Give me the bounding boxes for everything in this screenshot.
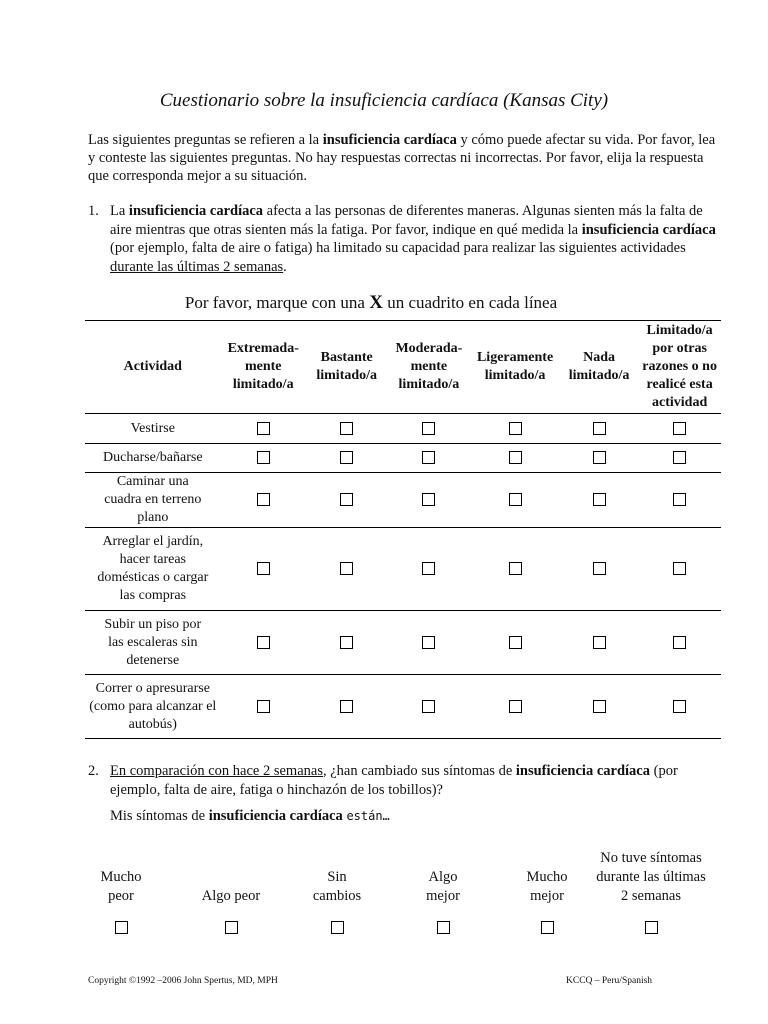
question-2-text	[110, 762, 718, 799]
checkbox[interactable]	[422, 422, 435, 435]
checkbox[interactable]	[593, 493, 606, 506]
table-row	[85, 675, 721, 739]
intro-text-1: Las siguientes preguntas se refieren a la	[88, 132, 323, 148]
table-instruction	[0, 292, 742, 314]
intro-text-2: y cómo puede afectar su vida. Por favor, lea y conteste las siguientes preguntas. No hay respuestas correctas ni incorrectas. Por favor, elija la respuesta que corresponda mejor a su situación.	[88, 132, 716, 184]
checkbox[interactable]	[340, 700, 353, 713]
instruction-post: un cuadrito en cada línea	[382, 293, 558, 312]
activity-label: Correr o apresurarse (como para alcanzar el autobús)	[85, 675, 221, 739]
checkbox[interactable]	[340, 422, 353, 435]
instruction-x: X	[369, 292, 383, 313]
checkbox[interactable]	[509, 493, 522, 506]
q2-underline: En comparación con hace 2 semanas	[110, 763, 323, 779]
checkbox[interactable]	[115, 921, 128, 934]
checkbox[interactable]	[673, 700, 686, 713]
table-row	[85, 414, 721, 444]
q1-text-4: .	[283, 258, 287, 275]
prompt-post: están…	[346, 809, 390, 823]
checkbox[interactable]	[257, 451, 270, 464]
option-somewhat-worse	[200, 832, 262, 937]
checkbox[interactable]	[541, 921, 554, 934]
activity-label: Subir un piso por las escaleras sin detenerse	[85, 611, 221, 675]
table-header-row	[85, 321, 721, 414]
option-no-symptoms	[596, 832, 706, 937]
table-row	[85, 611, 721, 675]
q2-bold: insuficiencia cardíaca	[515, 763, 650, 779]
option-label: Algo peor	[201, 888, 261, 904]
checkbox[interactable]	[645, 921, 658, 934]
activity-label: Caminar una cuadra en terreno plano	[85, 473, 221, 528]
table-row	[85, 473, 721, 528]
footer-copyright: Copyright ©1992 –2006 John Spertus, MD, MPH	[88, 976, 278, 986]
checkbox[interactable]	[422, 493, 435, 506]
q1-text-1: La	[110, 203, 129, 219]
q2-text-2: (por ejemplo, falta de aire, fatiga o hinchazón de los tobillos)?	[110, 763, 678, 798]
page-title: Cuestionario sobre la insuficiencia cardíaca (Kansas City)	[159, 90, 609, 111]
q1-bold-1: insuficiencia cardíaca	[128, 203, 264, 219]
checkbox[interactable]	[257, 422, 270, 435]
checkbox[interactable]	[509, 451, 522, 464]
option-label: Mucho peor	[100, 869, 142, 904]
instruction-pre: Por favor, marque con una	[184, 293, 370, 312]
header-moderately-limited: Moderada-mente limitado/a	[387, 321, 470, 414]
option-label: Algo mejor	[426, 869, 460, 904]
q2-text-1: , ¿han cambiado sus síntomas de	[322, 763, 516, 779]
checkbox[interactable]	[673, 422, 686, 435]
header-quite-limited: Bastante limitado/a	[306, 321, 388, 414]
header-activity: Actividad	[85, 321, 221, 414]
header-not-limited: Nada limitado/a	[560, 321, 638, 414]
question-1-text	[110, 202, 718, 276]
intro-paragraph	[88, 131, 718, 185]
symptoms-prompt	[110, 808, 390, 825]
checkbox[interactable]	[437, 921, 450, 934]
q1-underline: durante las últimas 2 semanas	[110, 258, 284, 275]
checkbox[interactable]	[673, 493, 686, 506]
checkbox[interactable]	[257, 700, 270, 713]
checkbox[interactable]	[673, 451, 686, 464]
checkbox[interactable]	[509, 700, 522, 713]
option-much-better	[516, 832, 578, 937]
activity-label: Vestirse	[85, 414, 221, 444]
checkbox[interactable]	[509, 636, 522, 649]
q1-text-2: afecta a las personas de diferentes maneras. Algunas sienten más la falta de aire mientras que otras sienten más la fatiga. Por favor, indique en qué medida la	[110, 203, 703, 238]
table-row	[85, 444, 721, 473]
checkbox[interactable]	[257, 636, 270, 649]
checkbox[interactable]	[340, 451, 353, 464]
checkbox[interactable]	[593, 636, 606, 649]
checkbox[interactable]	[673, 636, 686, 649]
checkbox[interactable]	[225, 921, 238, 934]
checkbox[interactable]	[422, 636, 435, 649]
checkbox[interactable]	[509, 422, 522, 435]
option-somewhat-better	[412, 832, 474, 937]
table-row	[85, 528, 721, 611]
q1-bold-2: insuficiencia cardíaca	[581, 221, 716, 238]
activity-label: Arreglar el jardín, hacer tareas domésticas o cargar las compras	[85, 528, 221, 611]
intro-bold: insuficiencia cardíaca	[322, 132, 457, 148]
checkbox[interactable]	[593, 700, 606, 713]
option-much-worse	[90, 832, 152, 937]
checkbox[interactable]	[331, 921, 344, 934]
checkbox[interactable]	[340, 493, 353, 506]
checkbox[interactable]	[422, 700, 435, 713]
checkbox[interactable]	[422, 562, 435, 575]
checkbox[interactable]	[257, 562, 270, 575]
prompt-pre: Mis síntomas de	[110, 808, 209, 824]
q1-text-3: (por ejemplo, falta de aire o fatiga) ha limitado su capacidad para realizar las siguientes actividades	[110, 240, 686, 256]
option-label: Mucho mejor	[526, 869, 568, 904]
checkbox[interactable]	[593, 422, 606, 435]
question-1	[88, 202, 718, 276]
checkbox[interactable]	[340, 562, 353, 575]
header-extremely-limited: Extremada-mente limitado/a	[221, 321, 306, 414]
header-other-reasons: Limitado/a por otras razones o no realicé esta actividad	[638, 321, 721, 414]
checkbox[interactable]	[422, 451, 435, 464]
footer-form-id: KCCQ – Peru/Spanish	[566, 976, 653, 986]
checkbox[interactable]	[673, 562, 686, 575]
checkbox[interactable]	[257, 493, 270, 506]
checkbox[interactable]	[593, 451, 606, 464]
checkbox[interactable]	[593, 562, 606, 575]
option-label: No tuve síntomas durante las últimas 2 semanas	[596, 850, 706, 904]
question-2-number: 2.	[88, 763, 99, 779]
prompt-bold: insuficiencia cardíaca	[208, 808, 343, 824]
checkbox[interactable]	[509, 562, 522, 575]
activity-limitation-table	[85, 320, 721, 739]
question-1-number: 1.	[88, 203, 99, 219]
question-2	[88, 762, 718, 799]
option-label: Sin cambios	[312, 869, 362, 904]
option-no-change	[302, 832, 372, 937]
checkbox[interactable]	[340, 636, 353, 649]
activity-label: Ducharse/bañarse	[85, 444, 221, 473]
header-slightly-limited: Ligeramente limitado/a	[470, 321, 560, 414]
